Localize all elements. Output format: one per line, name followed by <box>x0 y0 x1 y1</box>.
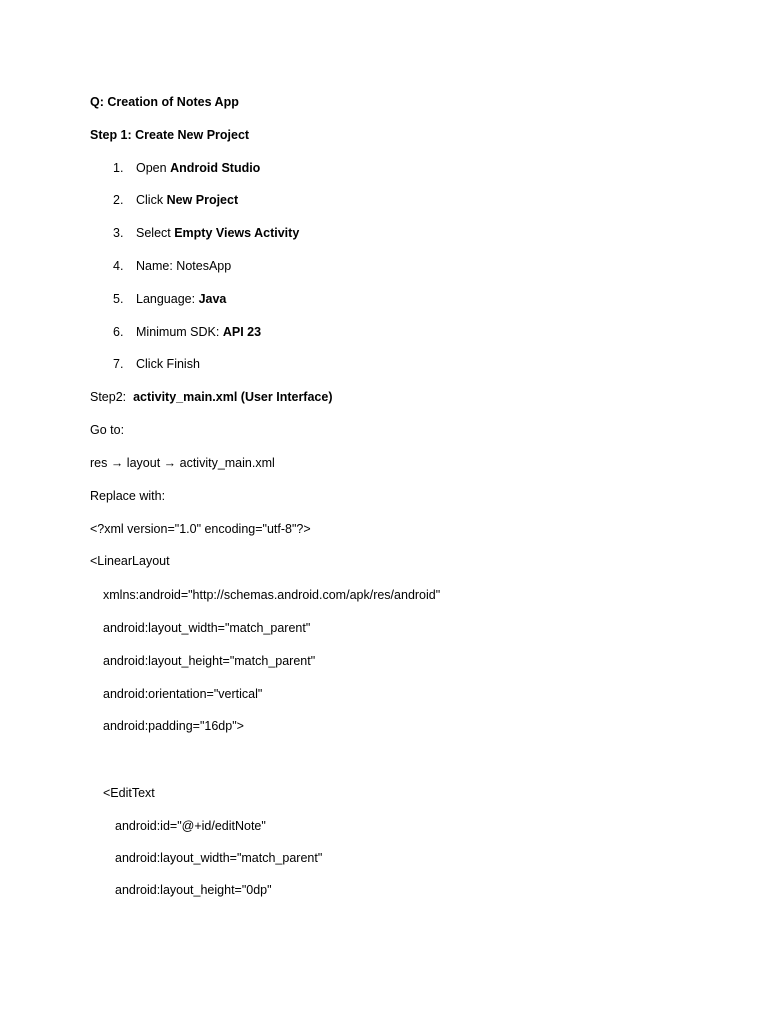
list-number: 1. <box>113 161 124 175</box>
list-number: 5. <box>113 292 124 306</box>
code-line: android:layout_width="match_parent" <box>103 621 311 635</box>
list-item-text: Click <box>136 193 167 207</box>
list-number: 3. <box>113 226 124 240</box>
list-item-bold: New Project <box>166 193 239 207</box>
code-line: android:layout_width="match_parent" <box>115 851 323 865</box>
code-line: android:padding="16dp"> <box>103 719 244 733</box>
code-line: android:layout_height="match_parent" <box>103 654 316 668</box>
step2-label: Step2: <box>90 390 134 404</box>
step1-heading: Step 1: Create New Project <box>90 128 250 142</box>
code-line: android:id="@+id/editNote" <box>115 819 266 833</box>
list-item-bold: Empty Views Activity <box>174 226 300 240</box>
list-item <box>136 225 299 241</box>
path-text: res → layout → activity_main.xml <box>90 456 275 470</box>
list-item <box>136 291 226 307</box>
code-line: android:orientation="vertical" <box>103 687 263 701</box>
list-number: 6. <box>113 325 124 339</box>
list-item-text: Minimum SDK: <box>136 325 223 339</box>
list-number: 7. <box>113 357 124 371</box>
list-item-text: Open <box>136 161 171 175</box>
list-number: 4. <box>113 259 124 273</box>
list-item-bold: Android Studio <box>170 161 261 175</box>
go-to-text: Go to: <box>90 423 125 437</box>
list-number: 2. <box>113 193 124 207</box>
code-line: <EditText <box>103 786 155 800</box>
list-item <box>136 192 238 208</box>
code-line: <LinearLayout <box>90 554 170 568</box>
code-line: <?xml version="1.0" encoding="utf-8"?> <box>90 522 311 536</box>
question-title: Q: Creation of Notes App <box>90 95 239 109</box>
code-line: android:layout_height="0dp" <box>115 883 272 897</box>
list-item <box>136 324 261 340</box>
list-item-bold: API 23 <box>222 325 262 339</box>
replace-with-text: Replace with: <box>90 489 166 503</box>
list-item-text: Click Finish <box>136 357 200 371</box>
list-item <box>136 356 200 372</box>
list-item-bold: Java <box>198 292 227 306</box>
step2-heading <box>90 389 332 405</box>
list-item <box>136 258 231 274</box>
list-item-text: Select <box>136 226 175 240</box>
list-item <box>136 160 260 176</box>
list-item-text: Name: NotesApp <box>136 259 232 273</box>
code-line: xmlns:android="http://schemas.android.com/apk/res/android" <box>103 588 441 602</box>
step2-title: activity_main.xml (User Interface) <box>133 390 333 404</box>
list-item-text: Language: <box>136 292 199 306</box>
